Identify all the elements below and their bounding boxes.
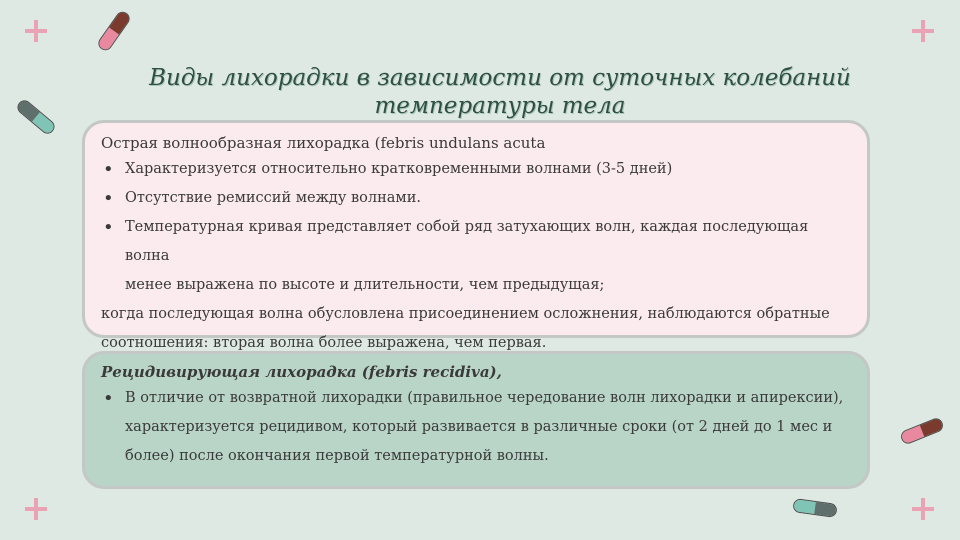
plus-icon	[25, 498, 47, 520]
card-heading: Острая волнообразная лихорадка (febris undulans acuta	[101, 134, 546, 152]
list-item-text: В отличие от возвратной лихорадки (правильное чередование волн лихорадки и апирексии),	[125, 390, 844, 406]
list-item-continuation: менее выражена по высоте и длительности, чем предыдущая;	[125, 277, 605, 293]
slide-title: Виды лихорадки в зависимости от суточных колебаний температуры тела	[149, 65, 851, 119]
paragraph: когда последующая волна обусловлена присоединением осложнения, наблюдаются обратные соотношения: вторая волна более выражена, чем первая.	[101, 306, 830, 351]
bullet-list	[101, 384, 853, 471]
bullet-list	[101, 155, 853, 271]
card-heading: Рецидивирующая лихорадка (febris recidiva),	[101, 363, 502, 381]
plus-icon	[912, 498, 934, 520]
list-item	[101, 384, 853, 471]
list-item: • Отсутствие ремиссий между волнами.	[101, 184, 853, 213]
list-item-continuation: характеризуется рецидивом, который развивается в различные сроки (от 2 дней до 1 мес и более) после окончания первой температурной волны.	[125, 419, 833, 464]
pill-icon	[96, 9, 133, 53]
list-item-text: Температурная кривая представляет собой ряд затухающих волн, каждая последующая волна	[125, 219, 809, 264]
recurrent-fever-card	[82, 351, 870, 489]
plus-icon	[25, 20, 47, 42]
list-item	[101, 213, 853, 271]
acute-undulating-fever-card	[82, 120, 870, 351]
pill-icon	[792, 498, 838, 518]
pill-icon	[15, 97, 58, 136]
plus-icon	[912, 20, 934, 42]
list-item: • Характеризуется относительно кратковременными волнами (3-5 дней)	[101, 155, 853, 184]
pill-icon	[899, 416, 945, 445]
